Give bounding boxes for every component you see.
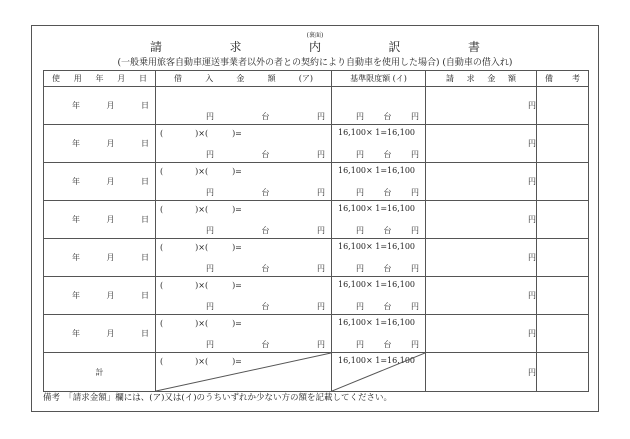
header-date: 使 用 年 月 日 — [44, 71, 156, 87]
limit-amount-cell: 円 台 円 16,100× 1=16,100 — [332, 87, 426, 125]
date-cell[interactable]: 年 月 日 — [44, 201, 156, 239]
remarks-cell[interactable] — [537, 201, 589, 239]
claim-amount-cell[interactable]: 円 — [426, 277, 537, 315]
limit-amount-cell: 円 台 円 16,100× 1=16,100 — [332, 163, 426, 201]
header-limit-amount: 基準限度額 (イ) — [332, 71, 426, 87]
side-label: (裏面) — [306, 32, 324, 39]
footnote: 備考 「請求金額」欄には、(ア)又は(イ)のうちいずれか少ない方の額を記載してください。 — [43, 393, 393, 403]
date-cell[interactable]: 年 月 日 — [44, 315, 156, 353]
remarks-cell[interactable] — [537, 87, 589, 125]
header-claim-amount: 請 求 金 額 — [426, 71, 537, 87]
total-limit-cell — [332, 353, 426, 392]
date-cell[interactable]: 年 月 日 — [44, 125, 156, 163]
claim-amount-cell[interactable]: 円 — [426, 239, 537, 277]
table-row — [44, 277, 589, 315]
title-char: 請 — [150, 40, 163, 54]
table-row — [44, 201, 589, 239]
claim-amount-cell[interactable]: 円 — [426, 315, 537, 353]
total-rental-cell — [156, 353, 332, 392]
title-char: 訳 — [388, 40, 401, 54]
title-char: 内 — [308, 40, 321, 54]
rental-amount-cell[interactable]: 円 台 円 ( )×( )= — [156, 201, 332, 239]
table-row — [44, 163, 589, 201]
date-cell[interactable]: 年 月 日 — [44, 239, 156, 277]
limit-amount-cell: 円 台 円 16,100× 1=16,100 — [332, 201, 426, 239]
rental-amount-cell[interactable]: 円 台 円 ( )×( )= — [156, 163, 332, 201]
date-cell[interactable]: 年 月 日 — [44, 87, 156, 125]
table-row — [44, 315, 589, 353]
rental-amount-cell[interactable]: 円 台 円 ( )×( )= — [156, 239, 332, 277]
claim-amount-cell[interactable]: 円 — [426, 201, 537, 239]
total-row — [44, 353, 589, 392]
rental-amount-cell[interactable]: 円 台 円 ( )×( )= — [156, 277, 332, 315]
remarks-cell[interactable] — [537, 239, 589, 277]
total-label: 計 — [44, 353, 156, 392]
table-row — [44, 125, 589, 163]
remarks-cell[interactable] — [537, 125, 589, 163]
table-row — [44, 239, 589, 277]
title-char: 書 — [467, 40, 480, 54]
claim-amount-cell[interactable]: 円 — [426, 163, 537, 201]
statement-table — [43, 70, 589, 392]
date-cell[interactable]: 年 月 日 — [44, 163, 156, 201]
rental-amount-cell[interactable]: 円 台 円 ( )×( )= — [156, 125, 332, 163]
table-row — [44, 87, 589, 125]
limit-amount-cell: 円 台 円 16,100× 1=16,100 — [332, 277, 426, 315]
remarks-cell[interactable] — [537, 315, 589, 353]
page-title — [150, 38, 480, 55]
header-rental-amount: 借 入 金 額 (ア) — [156, 71, 332, 87]
rental-amount-cell[interactable]: 円 台 円 ( )×( )= — [156, 87, 332, 125]
limit-amount-cell: 円 台 円 16,100× 1=16,100 — [332, 239, 426, 277]
header-remarks: 備 考 — [537, 71, 589, 87]
total-remarks-cell — [537, 353, 589, 392]
remarks-cell[interactable] — [537, 163, 589, 201]
claim-amount-cell[interactable]: 円 — [426, 87, 537, 125]
date-cell[interactable]: 年 月 日 — [44, 277, 156, 315]
title-char: 求 — [229, 40, 242, 54]
rental-amount-cell[interactable]: 円 台 円 ( )×( )= — [156, 315, 332, 353]
claim-amount-cell[interactable]: 円 — [426, 125, 537, 163]
limit-amount-cell: 円 台 円 16,100× 1=16,100 — [332, 125, 426, 163]
remarks-cell[interactable] — [537, 277, 589, 315]
total-claim-cell: 円 — [426, 353, 537, 392]
limit-amount-cell: 円 台 円 16,100× 1=16,100 — [332, 315, 426, 353]
form-description: (一般乗用旅客自動車運送事業者以外の者との契約により自動車を使用した場合) (自動車の借入れ) — [117, 58, 513, 68]
